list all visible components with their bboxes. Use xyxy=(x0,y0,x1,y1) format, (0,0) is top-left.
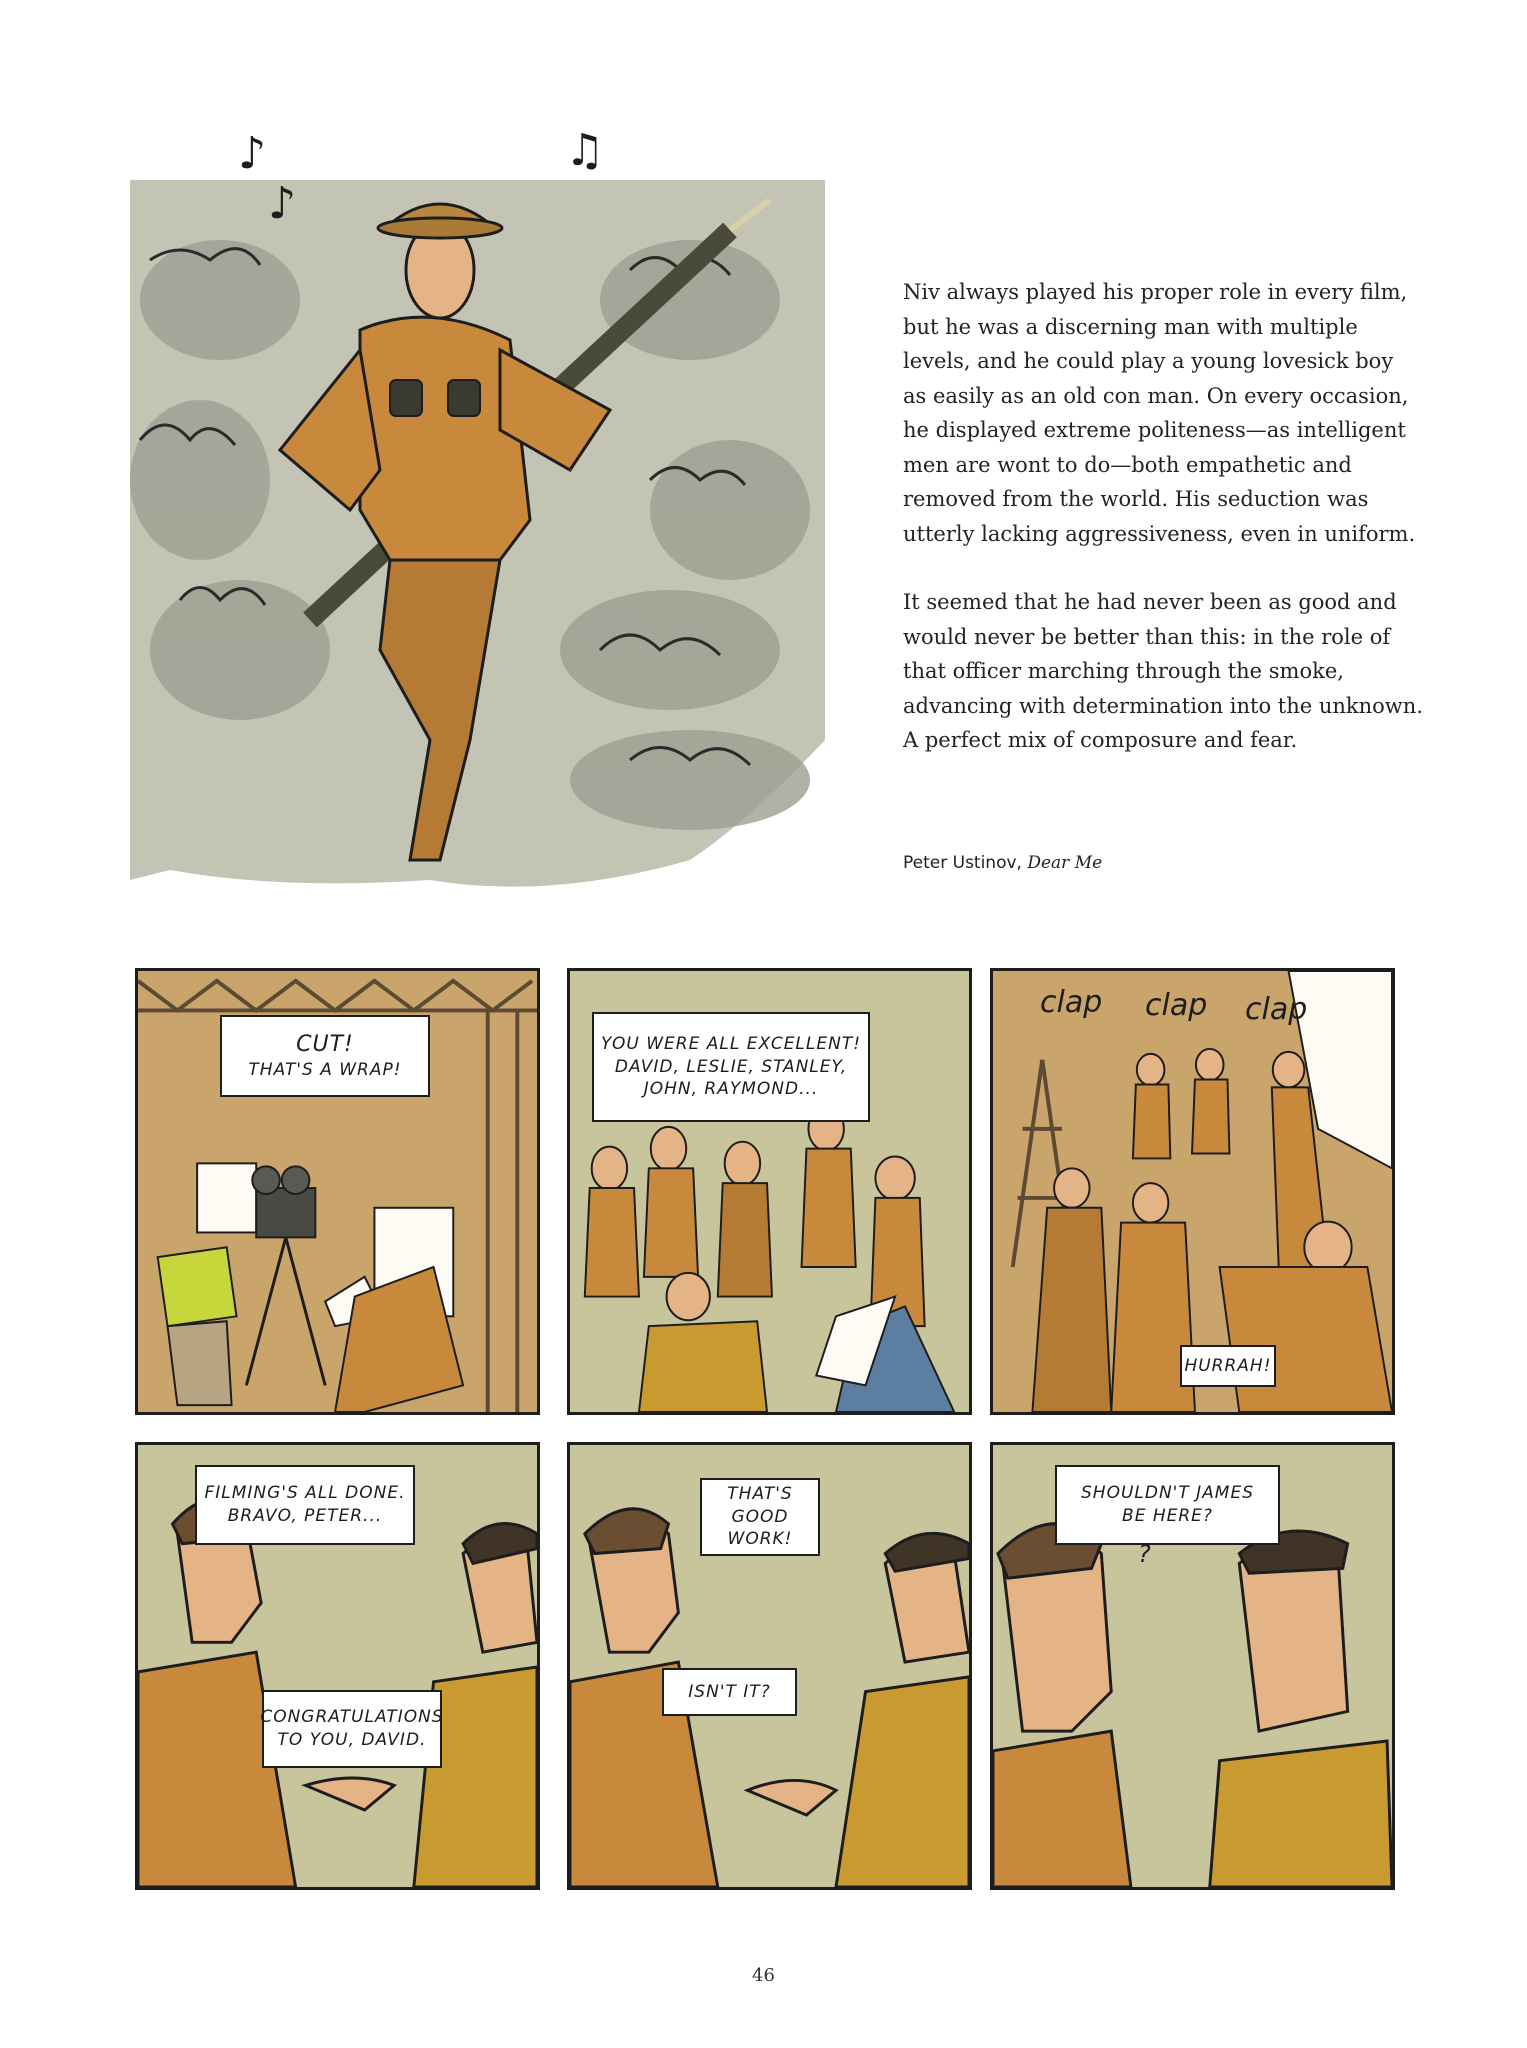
balloon-text: THAT'S GOOD xyxy=(727,1483,793,1527)
citation xyxy=(903,853,1102,873)
page-number: 46 xyxy=(752,1965,775,1986)
balloon-text: TO YOU, DAVID. xyxy=(277,1730,427,1750)
speech-balloon-cut xyxy=(220,1015,430,1097)
question-mark: ? xyxy=(1138,1540,1151,1568)
prose-paragraph-2: It seemed that he had never been as good and would never be better than this: in the role of that officer marching through the smoke, advancing with determination into the unknown. A perfect mix of composure and fear. xyxy=(903,590,1423,752)
music-note-icon: ♪ xyxy=(268,178,297,229)
sound-effect-clap: clap xyxy=(1245,992,1308,1027)
balloon-text: YOU WERE ALL EXCELLENT! xyxy=(600,1033,862,1054)
prose-text xyxy=(903,275,1423,792)
citation-author: Peter Ustinov, xyxy=(903,853,1022,873)
balloon-text: FILMING'S ALL DONE. xyxy=(204,1483,406,1504)
sound-effect-clap: clap xyxy=(1145,988,1208,1023)
balloon-text: WORK! xyxy=(727,1529,793,1550)
sound-effect-clap: clap xyxy=(1040,985,1103,1020)
speech-balloon-congratulations xyxy=(262,1690,442,1768)
citation-title: Dear Me xyxy=(1027,853,1103,873)
speech-balloon-james xyxy=(1055,1465,1280,1545)
balloon-text: CONGRATULATIONS xyxy=(260,1707,444,1728)
balloon-text: JOHN, RAYMOND... xyxy=(643,1079,819,1100)
balloon-text: BE HERE? xyxy=(1122,1506,1213,1526)
speech-balloon-filming-done xyxy=(195,1465,415,1545)
music-note-icon: ♫ xyxy=(565,125,605,176)
balloon-text: DAVID, LESLIE, STANLEY, xyxy=(614,1056,848,1077)
balloon-text: HURRAH! xyxy=(1184,1355,1272,1376)
speech-balloon-hurrah xyxy=(1180,1345,1276,1387)
splash-illustration xyxy=(130,180,825,900)
balloon-text: THAT'S A WRAP! xyxy=(248,1060,402,1081)
balloon-text: CUT! xyxy=(296,1031,354,1057)
speech-balloon-excellent xyxy=(592,1012,870,1122)
music-note-icon: ♪ xyxy=(238,128,267,179)
balloon-text: BRAVO, PETER... xyxy=(227,1506,383,1526)
speech-balloon-isnt-it xyxy=(662,1668,797,1716)
prose-paragraph-1: Niv always played his proper role in every film, but he was a discerning man with multiple levels, and he could play a young lovesick boy as easily as an old con man. On every occasion, he displayed extreme politeness—as intelligent men are wont to do—both empathetic and removed from the world. His seduction was utterly lacking aggressiveness, even in uniform. xyxy=(903,280,1416,546)
speech-balloon-good-work xyxy=(700,1478,820,1556)
balloon-text: SHOULDN'T JAMES xyxy=(1081,1483,1254,1504)
balloon-text: ISN'T IT? xyxy=(688,1681,771,1702)
